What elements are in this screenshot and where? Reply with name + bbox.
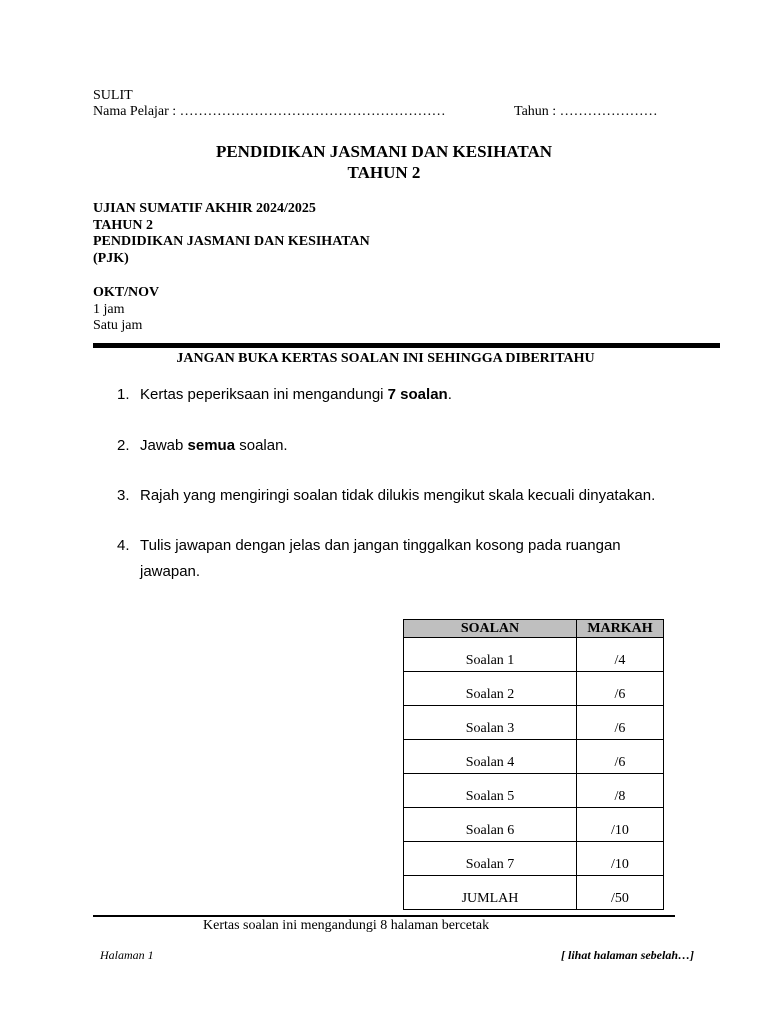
exam-duration-words: Satu jam <box>93 318 143 333</box>
marks-cell[interactable]: /6 <box>577 740 664 774</box>
title-line-subject: PENDIDIKAN JASMANI DAN KESIHATAN <box>215 142 553 161</box>
total-label-cell: JUMLAH <box>404 876 577 910</box>
instruction-emphasis: semua <box>187 437 236 454</box>
table-row <box>404 808 664 842</box>
marks-cell[interactable]: /6 <box>577 672 664 706</box>
session-info <box>93 285 159 335</box>
table-total-row <box>404 876 664 910</box>
year-field[interactable]: Tahun : ………………… <box>514 104 658 119</box>
exam-session: OKT/NOV <box>93 285 160 300</box>
question-cell: Soalan 6 <box>404 808 577 842</box>
warning-notice: JANGAN BUKA KERTAS SOALAN INI SEHINGGA DIBERITAHU <box>176 351 595 366</box>
instruction-number: 2. <box>117 437 130 454</box>
title-line-grade: TAHUN 2 <box>347 163 421 182</box>
table-row <box>404 672 664 706</box>
question-cell: Soalan 2 <box>404 672 577 706</box>
instruction-emphasis: 7 soalan <box>387 386 448 403</box>
question-cell: Soalan 5 <box>404 774 577 808</box>
marks-cell[interactable]: /4 <box>577 638 664 672</box>
question-cell: Soalan 3 <box>404 706 577 740</box>
instruction-number: 3. <box>117 487 130 504</box>
page-number: Halaman 1 <box>100 948 154 962</box>
table-row <box>404 774 664 808</box>
table-row <box>404 740 664 774</box>
column-header-question: SOALAN <box>404 620 577 638</box>
table-row <box>404 842 664 876</box>
marks-cell[interactable]: /10 <box>577 842 664 876</box>
exam-subject: PENDIDIKAN JASMANI DAN KESIHATAN <box>93 234 370 249</box>
column-header-marks: MARKAH <box>577 620 664 638</box>
exam-subject-code: (PJK) <box>93 250 129 266</box>
section-divider <box>93 343 720 348</box>
footer-divider <box>93 915 675 917</box>
instruction-text-part: soalan. <box>235 437 288 454</box>
classification-label: SULIT <box>93 88 133 103</box>
table-header-row <box>404 620 664 638</box>
marks-table <box>403 619 664 910</box>
student-name-field[interactable]: Nama Pelajar : ………………………………………………… <box>93 104 446 119</box>
exam-info <box>93 201 370 267</box>
marks-cell[interactable]: /8 <box>577 774 664 808</box>
marks-cell[interactable]: /10 <box>577 808 664 842</box>
total-marks-cell[interactable]: /50 <box>577 876 664 910</box>
question-cell: Soalan 1 <box>404 638 577 672</box>
next-page-hint: [ lihat halaman sebelah…] <box>561 948 695 962</box>
instruction-text-part: Tulis jawapan dengan jelas dan jangan tinggalkan kosong pada ruangan jawapan. <box>140 537 621 580</box>
instruction-text <box>140 382 700 408</box>
instruction-text-part: Rajah yang mengiringi soalan tidak dilukis mengikut skala kecuali dinyatakan. <box>140 487 656 504</box>
table-row <box>404 706 664 740</box>
table-row <box>404 638 664 672</box>
exam-name: UJIAN SUMATIF AKHIR 2024/2025 <box>93 201 316 216</box>
marks-cell[interactable]: /6 <box>577 706 664 740</box>
question-cell: Soalan 7 <box>404 842 577 876</box>
page-count-note: Kertas soalan ini mengandungi 8 halaman bercetak <box>203 918 490 933</box>
instruction-text <box>140 433 700 459</box>
instruction-text <box>140 533 670 585</box>
instruction-number: 1. <box>117 386 130 403</box>
exam-grade: TAHUN 2 <box>93 217 154 233</box>
page-title <box>0 141 768 183</box>
instruction-text-part: Jawab <box>140 437 188 454</box>
question-cell: Soalan 4 <box>404 740 577 774</box>
instruction-number: 4. <box>117 537 130 554</box>
instruction-text-part: . <box>447 386 452 403</box>
instruction-text-part: Kertas peperiksaan ini mengandungi <box>140 386 388 403</box>
student-info-row <box>93 104 693 120</box>
instruction-text <box>140 483 700 509</box>
exam-duration: 1 jam <box>93 301 125 317</box>
